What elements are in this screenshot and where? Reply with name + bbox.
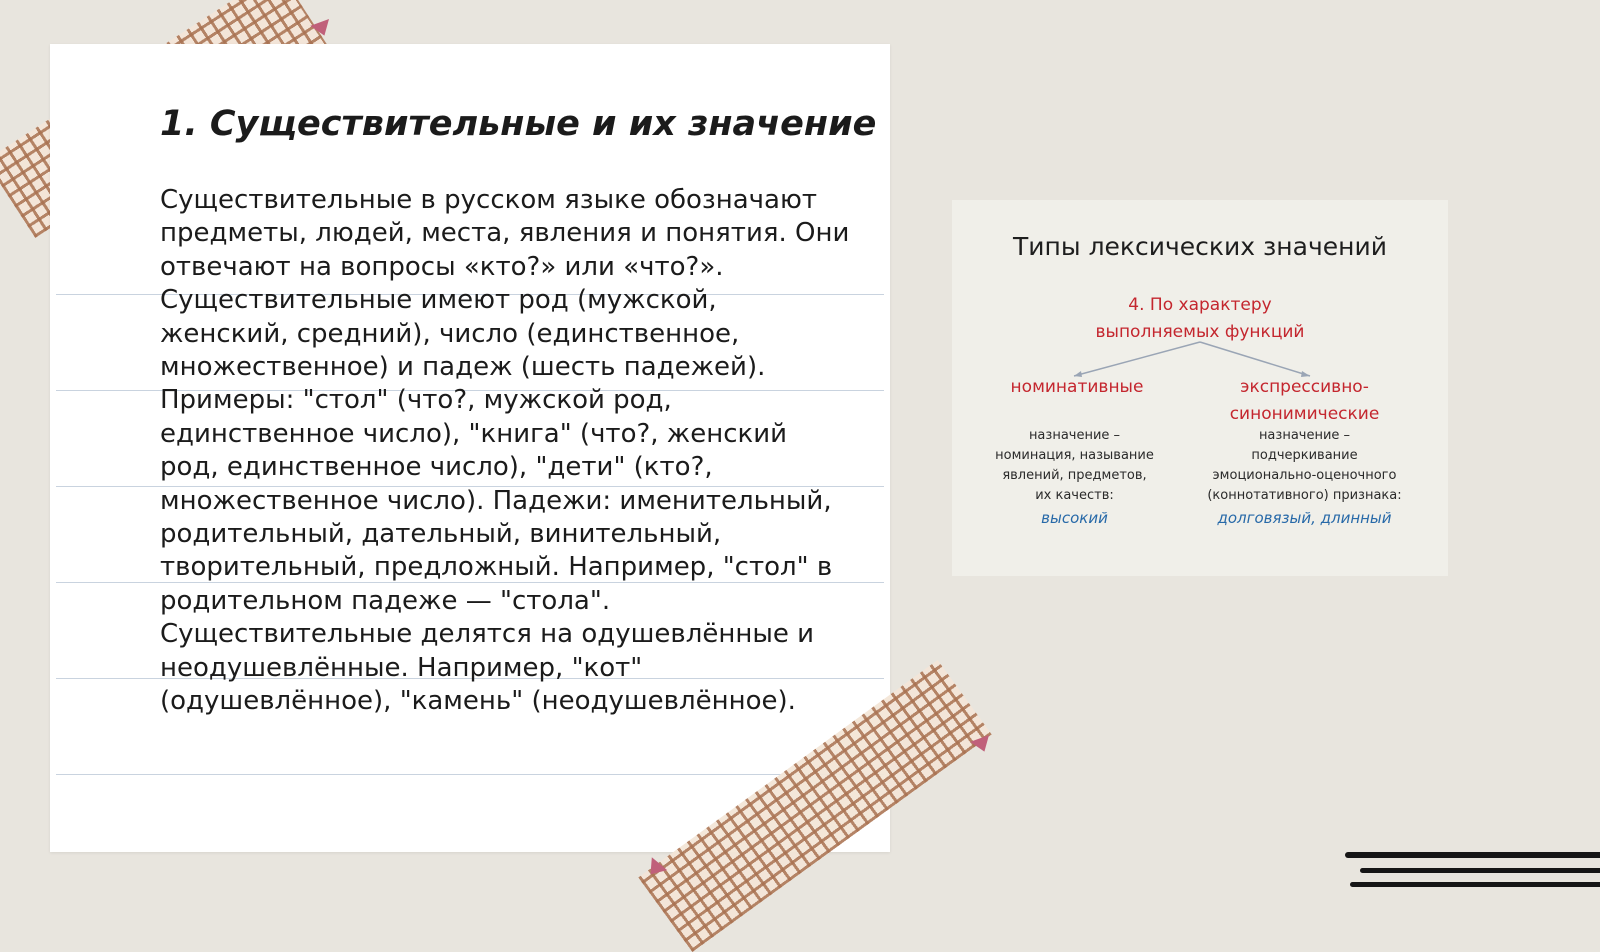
expressive-description: назначение – подчеркивание эмоционально-оценочного (коннотативного) признака: долговязый, длинный	[1192, 426, 1417, 528]
note-paper	[50, 44, 890, 852]
expressive-example: долговязый, длинный	[1217, 509, 1392, 527]
nominative-description: назначение – номинация, называние явлений, предметов, их качеств: высокий	[982, 426, 1167, 528]
branch-nominative-label: номинативные	[1010, 377, 1144, 397]
nominative-example: высокий	[1041, 509, 1108, 527]
decorative-brush-stroke	[1345, 852, 1600, 858]
decorative-brush-stroke	[1350, 882, 1600, 887]
slide-title: 1. Существительные и их значение	[160, 104, 877, 144]
diagram-feature-heading: 4. По характеру выполняемых функций	[1095, 295, 1305, 342]
slide-body-text: Существительные в русском языке обозначают предметы, людей, места, явления и понятия. Они отвечают на вопросы «кто?» или «что?». Существительные имеют род (мужской, женский, средний), число (единственное, множественное) и падеж (шесть падежей). Примеры: "стол" (что?, мужской род, единственное число), "книга" (что?, женский род, единственное число), "дети" (кто?, множественное число). Падежи: именительный, родительный, дательный, винительный, творительный, предложный. Например, "стол" в родительном падеже — "стола". Существительные делятся на одушевлённые и неодушевлённые. Например, "кот" (одушевлённое), "камень" (неодушевлённое).	[160, 185, 850, 717]
tape-tip-icon	[310, 19, 334, 39]
lexical-meanings-diagram	[952, 200, 1448, 576]
paper-rule	[56, 774, 884, 775]
branch-expressive-label: экспрессивно- синонимические	[1229, 377, 1380, 424]
diagram-title: Типы лексических значений	[1013, 232, 1387, 261]
decorative-brush-stroke	[1360, 868, 1600, 873]
